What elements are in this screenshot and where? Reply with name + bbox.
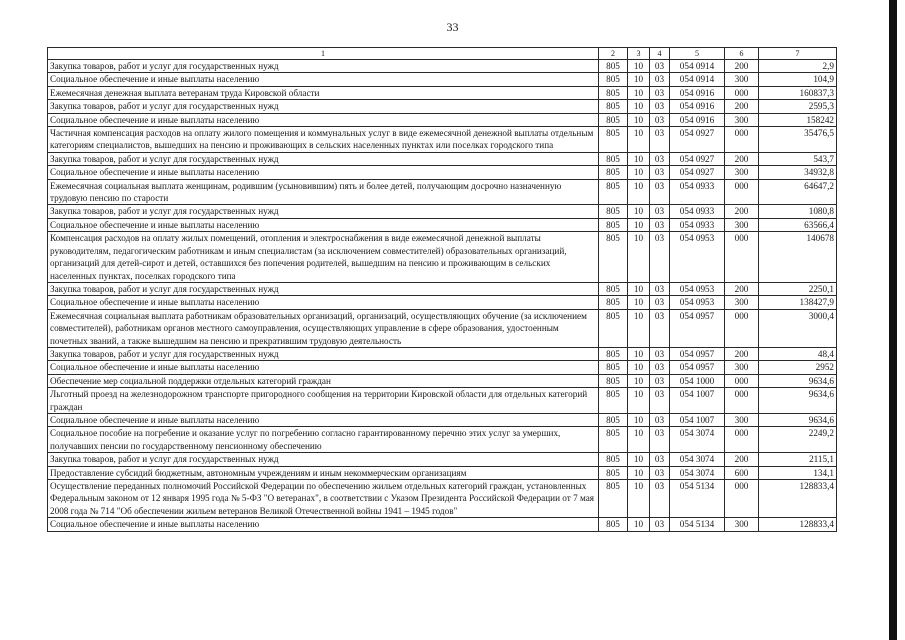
row-type-cell: 300 bbox=[725, 166, 759, 179]
row-name-cell: Социальное обеспечение и иные выплаты населению bbox=[48, 413, 599, 426]
row-amount-cell: 140678 bbox=[759, 232, 837, 283]
row-target-cell: 054 0957 bbox=[670, 361, 725, 374]
row-code-cell: 805 bbox=[599, 127, 628, 153]
row-subsection-cell: 03 bbox=[650, 179, 670, 205]
row-name-cell: Социальное обеспечение и иные выплаты населению bbox=[48, 296, 599, 309]
row-code-cell: 805 bbox=[599, 466, 628, 479]
row-section-cell: 10 bbox=[628, 205, 650, 218]
table-row bbox=[48, 309, 837, 347]
row-section-cell: 10 bbox=[628, 152, 650, 165]
table-row bbox=[48, 388, 837, 414]
row-name-cell: Закупка товаров, работ и услуг для государственных нужд bbox=[48, 453, 599, 466]
row-type-cell: 000 bbox=[725, 374, 759, 387]
row-type-cell: 200 bbox=[725, 282, 759, 295]
row-code-cell: 805 bbox=[599, 166, 628, 179]
row-section-cell: 10 bbox=[628, 100, 650, 113]
table-row bbox=[48, 73, 837, 86]
table-row bbox=[48, 100, 837, 113]
table-row bbox=[48, 113, 837, 126]
row-type-cell: 000 bbox=[725, 86, 759, 99]
row-amount-cell: 2115,1 bbox=[759, 453, 837, 466]
row-section-cell: 10 bbox=[628, 518, 650, 531]
row-type-cell: 600 bbox=[725, 466, 759, 479]
row-subsection-cell: 03 bbox=[650, 466, 670, 479]
row-section-cell: 10 bbox=[628, 86, 650, 99]
table-row bbox=[48, 361, 837, 374]
row-subsection-cell: 03 bbox=[650, 166, 670, 179]
row-section-cell: 10 bbox=[628, 73, 650, 86]
row-target-cell: 054 5134 bbox=[670, 518, 725, 531]
row-name-cell: Социальное обеспечение и иные выплаты населению bbox=[48, 113, 599, 126]
table-row bbox=[48, 374, 837, 387]
table-row bbox=[48, 413, 837, 426]
row-amount-cell: 128833,4 bbox=[759, 518, 837, 531]
row-amount-cell: 9634,6 bbox=[759, 374, 837, 387]
row-subsection-cell: 03 bbox=[650, 205, 670, 218]
row-section-cell: 10 bbox=[628, 232, 650, 283]
row-subsection-cell: 03 bbox=[650, 296, 670, 309]
row-target-cell: 054 0957 bbox=[670, 347, 725, 360]
row-name-cell: Социальное обеспечение и иные выплаты населению bbox=[48, 73, 599, 86]
table-row bbox=[48, 152, 837, 165]
row-name-cell: Закупка товаров, работ и услуг для государственных нужд bbox=[48, 152, 599, 165]
row-code-cell: 805 bbox=[599, 518, 628, 531]
row-target-cell: 054 0957 bbox=[670, 309, 725, 347]
row-name-cell: Осуществление переданных полномочий Российской Федерации по обеспечению жильем отдельных категорий граждан, установленных Федеральным законом от 12 января 1995 года № 5-ФЗ "О ветеранах", в соответствии с Указом Президента Российской Федерации от 7 мая 2008 года № 714 "Об обеспечении жильем ветеранов Великой Отечественной войны 1941 – 1945 годов" bbox=[48, 480, 599, 518]
row-code-cell: 805 bbox=[599, 60, 628, 73]
table-row bbox=[48, 166, 837, 179]
row-code-cell: 805 bbox=[599, 374, 628, 387]
row-name-cell: Компенсация расходов на оплату жилых помещений, отопления и электроснабжения в виде ежемесячной денежной выплаты руководителям, педагогическим работникам и иным специалистам (за исключением совместителей) образовательных организаций, организаций для детей-сирот и детей, оставшихся без попечения родителей, вышедшим на пенсию и проживающим в сельских населенных пунктах, поселках городского типа bbox=[48, 232, 599, 283]
row-type-cell: 300 bbox=[725, 413, 759, 426]
row-name-cell: Ежемесячная социальная выплата женщинам, родившим (усыновившим) пять и более детей, получающим досрочно назначенную трудовую пенсию по старости bbox=[48, 179, 599, 205]
row-code-cell: 805 bbox=[599, 480, 628, 518]
row-target-cell: 054 1007 bbox=[670, 413, 725, 426]
page-number: 33 bbox=[446, 20, 459, 34]
row-name-cell: Льготный проезд на железнодорожном транспорте пригородного сообщения на территории Кировской области для отдельных категорий граждан bbox=[48, 388, 599, 414]
row-target-cell: 054 0927 bbox=[670, 152, 725, 165]
row-section-cell: 10 bbox=[628, 127, 650, 153]
row-name-cell: Социальное обеспечение и иные выплаты населению bbox=[48, 518, 599, 531]
row-type-cell: 000 bbox=[725, 480, 759, 518]
row-target-cell: 054 1007 bbox=[670, 388, 725, 414]
row-subsection-cell: 03 bbox=[650, 60, 670, 73]
row-section-cell: 10 bbox=[628, 218, 650, 231]
row-amount-cell: 138427,9 bbox=[759, 296, 837, 309]
row-amount-cell: 543,7 bbox=[759, 152, 837, 165]
row-name-cell: Предоставление субсидий бюджетным, автономным учреждениям и иным некоммерческим организациям bbox=[48, 466, 599, 479]
row-code-cell: 805 bbox=[599, 205, 628, 218]
row-target-cell: 054 0914 bbox=[670, 60, 725, 73]
row-amount-cell: 64647,2 bbox=[759, 179, 837, 205]
table-row bbox=[48, 427, 837, 453]
header-cell: 7 bbox=[759, 48, 837, 60]
row-code-cell: 805 bbox=[599, 309, 628, 347]
table-row bbox=[48, 518, 837, 531]
row-name-cell: Закупка товаров, работ и услуг для государственных нужд bbox=[48, 205, 599, 218]
row-type-cell: 000 bbox=[725, 427, 759, 453]
row-subsection-cell: 03 bbox=[650, 100, 670, 113]
row-name-cell: Частичная компенсация расходов на оплату жилого помещения и коммунальных услуг в виде ежемесячной денежной выплаты отдельным категориям специалистов, вышедших на пенсию и проживающих в сельских населенных пунктах или поселках городского типа bbox=[48, 127, 599, 153]
row-type-cell: 000 bbox=[725, 232, 759, 283]
row-target-cell: 054 0953 bbox=[670, 282, 725, 295]
row-name-cell: Закупка товаров, работ и услуг для государственных нужд bbox=[48, 282, 599, 295]
row-subsection-cell: 03 bbox=[650, 413, 670, 426]
row-target-cell: 054 0933 bbox=[670, 179, 725, 205]
header-cell: 6 bbox=[725, 48, 759, 60]
row-amount-cell: 158242 bbox=[759, 113, 837, 126]
row-target-cell: 054 3074 bbox=[670, 427, 725, 453]
row-subsection-cell: 03 bbox=[650, 152, 670, 165]
table-row bbox=[48, 127, 837, 153]
row-target-cell: 054 0933 bbox=[670, 205, 725, 218]
row-amount-cell: 3000,4 bbox=[759, 309, 837, 347]
row-section-cell: 10 bbox=[628, 427, 650, 453]
row-target-cell: 054 1000 bbox=[670, 374, 725, 387]
row-code-cell: 805 bbox=[599, 453, 628, 466]
row-section-cell: 10 bbox=[628, 309, 650, 347]
row-section-cell: 10 bbox=[628, 347, 650, 360]
row-target-cell: 054 5134 bbox=[670, 480, 725, 518]
header-cell: 4 bbox=[650, 48, 670, 60]
row-code-cell: 805 bbox=[599, 73, 628, 86]
row-name-cell: Социальное обеспечение и иные выплаты населению bbox=[48, 361, 599, 374]
table-row bbox=[48, 86, 837, 99]
row-subsection-cell: 03 bbox=[650, 518, 670, 531]
row-target-cell: 054 0916 bbox=[670, 100, 725, 113]
row-code-cell: 805 bbox=[599, 296, 628, 309]
row-name-cell: Закупка товаров, работ и услуг для государственных нужд bbox=[48, 347, 599, 360]
row-type-cell: 000 bbox=[725, 127, 759, 153]
header-cell: 5 bbox=[670, 48, 725, 60]
row-name-cell: Социальное пособие на погребение и оказание услуг по погребению согласно гарантированному перечню этих услуг за умерших, получавших пенсии по государственному пенсионному обеспечению bbox=[48, 427, 599, 453]
row-section-cell: 10 bbox=[628, 361, 650, 374]
row-code-cell: 805 bbox=[599, 86, 628, 99]
row-amount-cell: 1080,8 bbox=[759, 205, 837, 218]
row-amount-cell: 35476,5 bbox=[759, 127, 837, 153]
row-subsection-cell: 03 bbox=[650, 232, 670, 283]
row-subsection-cell: 03 bbox=[650, 347, 670, 360]
row-name-cell: Обеспечение мер социальной поддержки отдельных категорий граждан bbox=[48, 374, 599, 387]
row-type-cell: 200 bbox=[725, 453, 759, 466]
row-code-cell: 805 bbox=[599, 113, 628, 126]
row-amount-cell: 9634,6 bbox=[759, 413, 837, 426]
row-subsection-cell: 03 bbox=[650, 374, 670, 387]
row-target-cell: 054 0927 bbox=[670, 166, 725, 179]
row-section-cell: 10 bbox=[628, 374, 650, 387]
scan-edge-bar bbox=[889, 0, 897, 640]
table-row bbox=[48, 232, 837, 283]
row-type-cell: 300 bbox=[725, 296, 759, 309]
row-amount-cell: 2,9 bbox=[759, 60, 837, 73]
row-section-cell: 10 bbox=[628, 113, 650, 126]
row-subsection-cell: 03 bbox=[650, 480, 670, 518]
row-type-cell: 300 bbox=[725, 113, 759, 126]
row-target-cell: 054 3074 bbox=[670, 453, 725, 466]
row-amount-cell: 2249,2 bbox=[759, 427, 837, 453]
row-type-cell: 000 bbox=[725, 388, 759, 414]
row-subsection-cell: 03 bbox=[650, 113, 670, 126]
row-type-cell: 300 bbox=[725, 518, 759, 531]
row-code-cell: 805 bbox=[599, 282, 628, 295]
row-type-cell: 300 bbox=[725, 73, 759, 86]
row-target-cell: 054 0927 bbox=[670, 127, 725, 153]
row-amount-cell: 2595,3 bbox=[759, 100, 837, 113]
row-section-cell: 10 bbox=[628, 179, 650, 205]
row-amount-cell: 160837,3 bbox=[759, 86, 837, 99]
row-amount-cell: 134,1 bbox=[759, 466, 837, 479]
row-section-cell: 10 bbox=[628, 480, 650, 518]
row-name-cell: Закупка товаров, работ и услуг для государственных нужд bbox=[48, 60, 599, 73]
row-target-cell: 054 0916 bbox=[670, 113, 725, 126]
row-target-cell: 054 0933 bbox=[670, 218, 725, 231]
row-code-cell: 805 bbox=[599, 218, 628, 231]
row-amount-cell: 2952 bbox=[759, 361, 837, 374]
header-cell: 2 bbox=[599, 48, 628, 60]
row-section-cell: 10 bbox=[628, 282, 650, 295]
header-cell: 1 bbox=[48, 48, 599, 60]
row-section-cell: 10 bbox=[628, 413, 650, 426]
row-type-cell: 300 bbox=[725, 218, 759, 231]
row-subsection-cell: 03 bbox=[650, 73, 670, 86]
row-subsection-cell: 03 bbox=[650, 218, 670, 231]
row-target-cell: 054 0914 bbox=[670, 73, 725, 86]
row-amount-cell: 48,4 bbox=[759, 347, 837, 360]
row-subsection-cell: 03 bbox=[650, 427, 670, 453]
row-amount-cell: 104,9 bbox=[759, 73, 837, 86]
row-type-cell: 200 bbox=[725, 100, 759, 113]
row-name-cell: Ежемесячная социальная выплата работникам образовательных организаций, организаций, осуществляющих обучение (за исключением совместителей), работникам органов местного самоуправления, осуществляющих управление в сфере образования, удостоенным почетных званий, а также вышедшим на пенсию и прекратившим трудовую деятельность bbox=[48, 309, 599, 347]
table-row bbox=[48, 453, 837, 466]
row-target-cell: 054 3074 bbox=[670, 466, 725, 479]
row-target-cell: 054 0953 bbox=[670, 232, 725, 283]
row-subsection-cell: 03 bbox=[650, 86, 670, 99]
row-section-cell: 10 bbox=[628, 296, 650, 309]
header-cell: 3 bbox=[628, 48, 650, 60]
row-code-cell: 805 bbox=[599, 413, 628, 426]
row-subsection-cell: 03 bbox=[650, 282, 670, 295]
row-target-cell: 054 0953 bbox=[670, 296, 725, 309]
row-section-cell: 10 bbox=[628, 466, 650, 479]
row-section-cell: 10 bbox=[628, 166, 650, 179]
table-row bbox=[48, 296, 837, 309]
table-row bbox=[48, 205, 837, 218]
row-section-cell: 10 bbox=[628, 453, 650, 466]
row-type-cell: 200 bbox=[725, 347, 759, 360]
table-row bbox=[48, 466, 837, 479]
row-subsection-cell: 03 bbox=[650, 453, 670, 466]
row-name-cell: Закупка товаров, работ и услуг для государственных нужд bbox=[48, 100, 599, 113]
row-type-cell: 200 bbox=[725, 205, 759, 218]
row-code-cell: 805 bbox=[599, 427, 628, 453]
row-code-cell: 805 bbox=[599, 179, 628, 205]
table-header-row bbox=[48, 48, 837, 60]
row-type-cell: 000 bbox=[725, 179, 759, 205]
row-code-cell: 805 bbox=[599, 152, 628, 165]
row-subsection-cell: 03 bbox=[650, 127, 670, 153]
row-name-cell: Социальное обеспечение и иные выплаты населению bbox=[48, 218, 599, 231]
row-code-cell: 805 bbox=[599, 347, 628, 360]
row-amount-cell: 2250,1 bbox=[759, 282, 837, 295]
table-row bbox=[48, 179, 837, 205]
row-section-cell: 10 bbox=[628, 60, 650, 73]
table-row bbox=[48, 480, 837, 518]
row-amount-cell: 63566,4 bbox=[759, 218, 837, 231]
row-code-cell: 805 bbox=[599, 361, 628, 374]
row-code-cell: 805 bbox=[599, 388, 628, 414]
row-code-cell: 805 bbox=[599, 100, 628, 113]
table-row bbox=[48, 282, 837, 295]
table-row bbox=[48, 60, 837, 73]
row-amount-cell: 9634,6 bbox=[759, 388, 837, 414]
row-amount-cell: 34932,8 bbox=[759, 166, 837, 179]
row-subsection-cell: 03 bbox=[650, 388, 670, 414]
row-target-cell: 054 0916 bbox=[670, 86, 725, 99]
row-type-cell: 000 bbox=[725, 309, 759, 347]
row-type-cell: 300 bbox=[725, 361, 759, 374]
row-subsection-cell: 03 bbox=[650, 361, 670, 374]
row-amount-cell: 128833,4 bbox=[759, 480, 837, 518]
row-section-cell: 10 bbox=[628, 388, 650, 414]
row-subsection-cell: 03 bbox=[650, 309, 670, 347]
row-name-cell: Социальное обеспечение и иные выплаты населению bbox=[48, 166, 599, 179]
row-type-cell: 200 bbox=[725, 152, 759, 165]
table-row bbox=[48, 347, 837, 360]
row-code-cell: 805 bbox=[599, 232, 628, 283]
table-row bbox=[48, 218, 837, 231]
row-name-cell: Ежемесячная денежная выплата ветеранам труда Кировской области bbox=[48, 86, 599, 99]
row-type-cell: 200 bbox=[725, 60, 759, 73]
budget-table bbox=[47, 47, 837, 532]
